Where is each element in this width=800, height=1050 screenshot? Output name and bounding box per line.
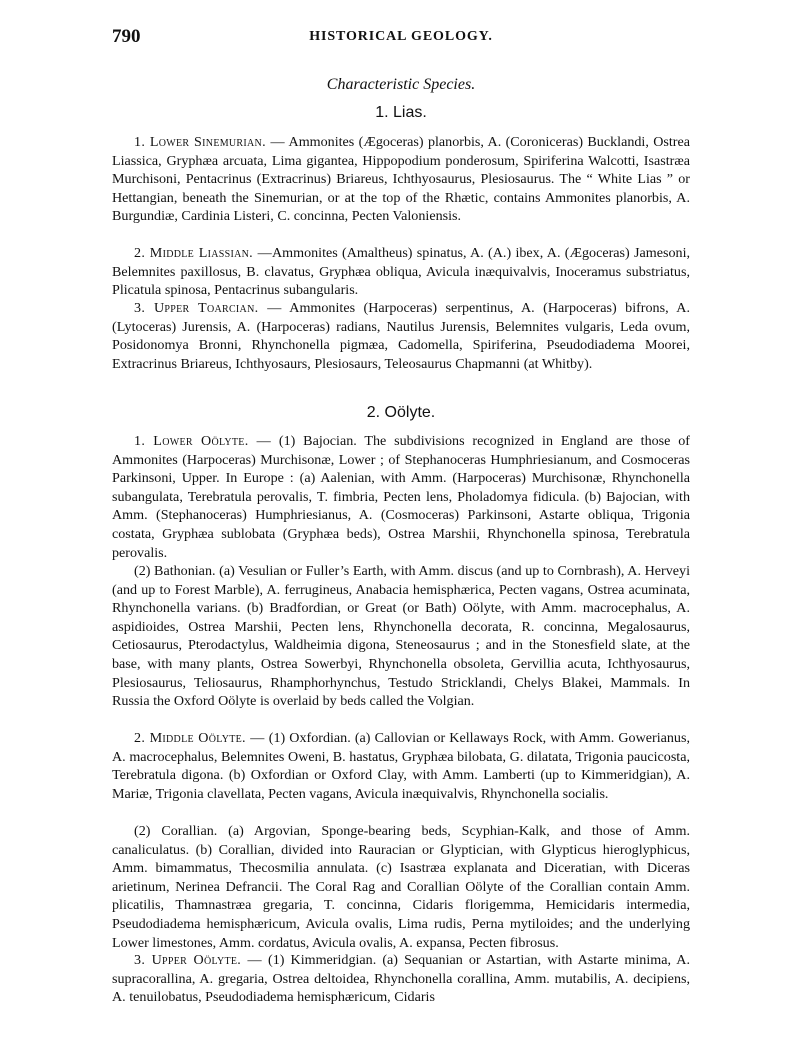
paragraph-text: (1) Bajocian. The subdivisions recognized in England are those of Ammonites (Harpoceras) Murchisonæ, Lower ; of Stephanoceras Humphriesianum, and Cosmoceras Parkinsoni, Upper. In Europe : (a) Aalenian, with Amm. (Harpoceras) Murchisonæ, Rhynchonella subangulata, Terebratula perovalis, T. fimbria, Pecten lens, Pholadomya fidicula. (b) Bajocian, with Amm. (Stephanoceras) Humphriesianus, A. (Cosmoceras) Parkinsoni, Astarte obliqua, Trigonia costata, Gryphæa sublobata (Gryphæa beds), Ostrea Marshii, Rhynchonella spinosa, Terebratula perovalis.	[112, 433, 690, 561]
oolyte-paragraph-5	[112, 951, 690, 1007]
paragraph-label: 1. Lower Sinemurian. —	[134, 134, 285, 150]
running-title: HISTORICAL GEOLOGY.	[309, 29, 493, 44]
paragraph-label: 2. Middle Oölyte. —	[134, 730, 265, 746]
paragraph-text: (1) Oxfordian. (a) Callovian or Kellaways Rock, with Amm. Gowerianus, A. macrocephalus, Belemnites Oweni, B. hastatus, Gryphæa bilobata, G. dilatata, Trigonia paucicosta, Terebratula digona. (b) Oxfordian or Oxford Clay, with Amm. Lamberti (up to Kimmeridgian), A. Mariæ, Trigonia clavellata, Pecten vagans, Avicula inæquivalvis, Rhynchonella socialis.	[112, 730, 690, 802]
paragraph-label: 3. Upper Toarcian. —	[134, 300, 282, 316]
lias-paragraph-2	[112, 244, 690, 300]
running-head	[112, 26, 690, 48]
oolyte-paragraph-3	[112, 729, 690, 803]
oolyte-paragraph-4: (2) Corallian. (a) Argovian, Sponge-bearing beds, Scyphian-Kalk, and those of Amm. canaliculatus. (b) Corallian, divided into Rauracian or Glyptician, with Glypticus hieroglyphicus, Amm. bimammatus, Thecosmilia annulata. (c) Isastræa explanata and Diceratian, with Diceras arietinum, Nerinea Defrancii. The Coral Rag and Corallian Oölyte of the Corallian contain Amm. plicatilis, Thamnastræa gregaria, T. concinna, Cidaris florigemma, Hemicidaris intermedia, Pseudodiadema hemisphæricum, Avicula ovalis, Lima rudis, Perna mytiloides; and the underlying Lower limestones, Amm. cordatus, Avicula ovalis, A. expansa, Pecten fibrosus.	[112, 823, 690, 951]
paragraph-label: 1. Lower Oölyte. —	[134, 433, 272, 449]
paragraph-label: 2. Middle Liassian. —	[134, 245, 272, 261]
paragraph-text: Ammonites (Ægoceras) planorbis, A. (Coroniceras) Bucklandi, Ostrea Liassica, Gryphæa arcuata, Lima gigantea, Hippopodium ponderosum, Spiriferina Walcotti, Isastræa Murchisoni, Pentacrinus (Extracrinus) Briareus, Ichthyosaurus, Plesiosaurus. The “ White Lias ” or Hettangian, beneath the Sinemurian, or at the top of the Rhætic, contains Ammonites planorbis, A. Burgundiæ, Cardinia Listeri, C. concinna, Pecten Valoniensis.	[112, 134, 690, 225]
paragraph-label: 3. Upper Oölyte. —	[134, 952, 262, 968]
paragraph-text: Ammonites (Harpoceras) serpentinus, A. (Harpoceras) bifrons, A. (Lytoceras) Jurensis, A. (Harpoceras) radians, Nautilus Jurensis, Belemnites vulgaris, Leda ovum, Posidonomya Bronni, Rhynchonella pigmæa, Cadomella, Spiriferina, Pseudodiadema Moorei, Extracrinus Briareus, Ichthyosaurs, Plesiosaurs, Teleosaurus Chapmanni (at Whitby).	[112, 300, 690, 372]
section-heading: Characteristic Species.	[326, 76, 476, 93]
lias-paragraph-1	[112, 133, 690, 226]
lias-paragraph-3	[112, 299, 690, 373]
oolyte-paragraph-2: (2) Bathonian. (a) Vesulian or Fuller’s Earth, with Amm. discus (and up to Cornbrash), A. Herveyi (and up to Forest Marble), A. ferrugineus, Anabacia hemisphærica, Pecten vagans, Ostrea acuminata, Rhynchonella varians. (b) Bradfordian, or Great (or Bath) Oölyte, with Amm. macrocephalus, A. aspidioides, Ostrea Marshii, Pecten lens, Rhynchonella decorata, R. concinna, Megalosaurus, Cetiosaurus, Pterodactylus, Waldheimia digona, Steneosaurus ; and in the Stonesfield slate, at the base, with many plants, Ostrea Sowerbyi, Rhynchonella obsoleta, Gervillia acuta, Ichthyosaurus, Plesiosaurus, Teliosaurus, Rhamphorhynchus, Testudo Stricklandi, Chelys Blakei, Mammals. In Russia the Oxford Oölyte is overlaid by beds called the Volgian.	[112, 563, 690, 710]
oolyte-heading: 2. Oölyte.	[366, 404, 436, 421]
lias-heading: 1. Lias.	[375, 104, 427, 121]
paragraph-text: (1) Kimmeridgian. (a) Sequanian or Astartian, with Astarte minima, A. supracorallina, A. gregaria, Ostrea deltoidea, Rhynchonella corallina, Amm. mutabilis, A. decipiens, A. tenuilobatus, Pseudodiadema hemisphæricum, Cidaris	[112, 952, 690, 1006]
paragraph-text: Ammonites (Amaltheus) spinatus, A. (A.) ibex, A. (Ægoceras) Jamesoni, Belemnites paxillosus, B. clavatus, Gryphæa obliqua, Avicula inæquivalvis, Inoceramus substriatus, Plicatula spinosa, Pentacrinus subangularis.	[112, 245, 691, 299]
page-number: 790	[112, 26, 141, 47]
oolyte-paragraph-1	[112, 432, 690, 562]
